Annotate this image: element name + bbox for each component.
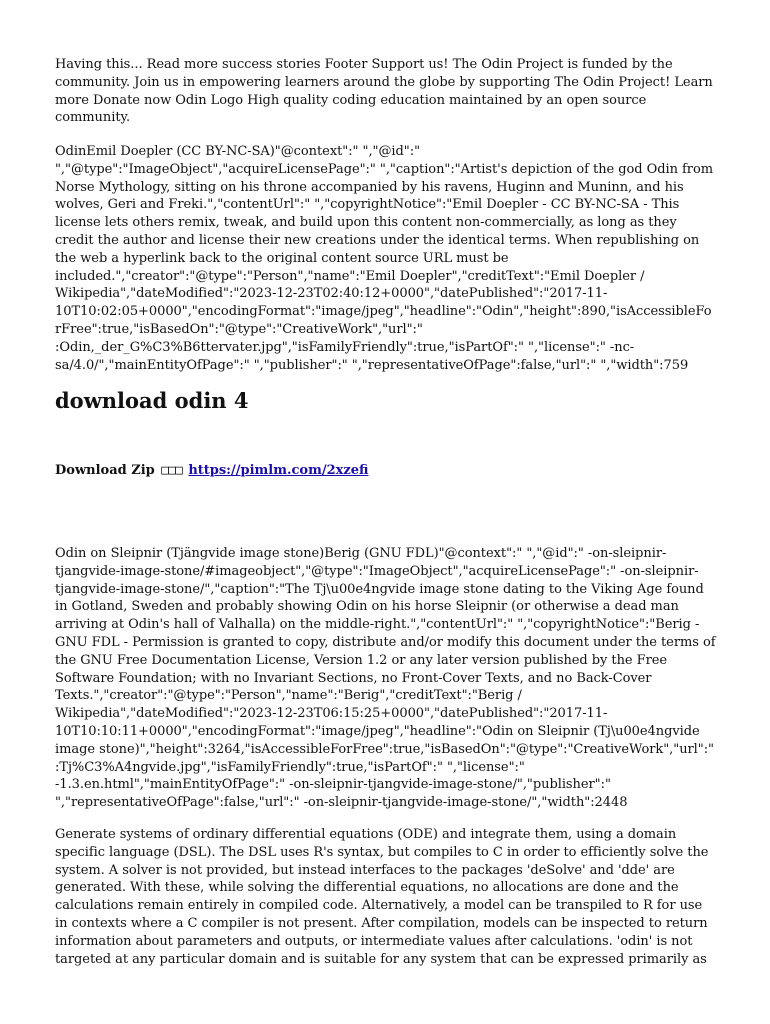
missing-glyph-icon: □□□ (161, 463, 182, 478)
odin-image-metadata-paragraph: OdinEmil Doepler (CC BY-NC-SA)"@context":" ","@id":" ","@type":"ImageObject","acquireLicensePage":" ","caption":"Artist's depiction of the god Odin from Norse Mythology, sitting on his throne accompanied by his ravens, Huginn and Muninn, and his wolves, Geri and Freki.","contentUrl":" ","copyrightNotice":"Emil Doepler - CC BY-NC-SA - This license lets others remix, tweak, and build upon this content non-commercially, as long as they credit the author and license their new creations under the identical terms. When republishing on the web a hyperlink back to the original content source URL must be included.","creator":"@type":"Person","name":"Emil Doepler","creditText":"Emil Doepler / Wikipedia","dateModified":"2023-12-23T02:40:12+0000","datePublished":"2017-11-10T10:02:05+0000","encodingFormat":"image/jpeg","headline":"Odin","height":890,"isAccessibleForFree":true,"isBasedOn":"@type":"CreativeWork","url":" :Odin,_der_G%C3%B6ttervater.jpg","isFamilyFriendly":true,"isPartOf":" ","license":" -nc-sa/4.0/","mainEntityOfPage":" ","publisher":" ","representativeOfPage":false,"url":" ","width":759 (55, 144, 714, 373)
download-label: Download Zip (55, 463, 155, 478)
download-row (55, 462, 368, 480)
odin-package-description-paragraph: Generate systems of ordinary differential equations (ODE) and integrate them, using a domain specific language (DSL). The DSL uses R's syntax, but compiles to C in order to efficiently solve the system. A solver is not provided, but instead interfaces to the packages 'deSolve' and 'dde' are generated. With these, while solving the differential equations, no allocations are done and the calculations remain entirely in compiled code. Alternatively, a model can be transpiled to R for use in contexts where a C compiler is not present. After compilation, models can be inspected to return information about parameters and outputs, or intermediate values after calculations. 'odin' is not targeted at any particular domain and is suitable for any system that can be expressed primarily as (55, 827, 709, 967)
page-heading: download odin 4 (55, 388, 249, 413)
download-link[interactable]: https://pimlm.com/2xzefi (188, 463, 369, 478)
intro-paragraph: Having this... Read more success stories Footer Support us! The Odin Project is funded by the community. Join us in empowering learners around the globe by supporting The Odin Project! Learn more Donate now Odin Logo High quality coding education maintained by an open source community. (55, 57, 713, 126)
sleipnir-image-metadata-paragraph: Odin on Sleipnir (Tjängvide image stone)Berig (GNU FDL)"@context":" ","@id":" -on-sleipnir-tjangvide-image-stone/#imageobject","@type":"ImageObject","acquireLicensePage":" -on-sleipnir-tjangvide-image-stone/","caption":"The Tj\u00e4ngvide image stone dating to the Viking Age found in Gotland, Sweden and probably showing Odin on his horse Sleipnir (or otherwise a dead man arriving at Odin's hall of Valhalla) on the middle-right.","contentUrl":" ","copyrightNotice":"Berig - GNU FDL - Permission is granted to copy, distribute and/or modify this document under the terms of the GNU Free Documentation License, Version 1.2 or any later version published by the Free Software Foundation; with no Invariant Sections, no Front-Cover Texts, and no Back-Cover Texts.","creator":"@type":"Person","name":"Berig","creditText":"Berig / Wikipedia","dateModified":"2023-12-23T06:15:25+0000","datePublished":"2017-11-10T10:10:11+0000","encodingFormat":"image/jpeg","headline":"Odin on Sleipnir (Tj\u00e4ngvide image stone)","height":3264,"isAccessibleForFree":true,"isBasedOn":"@type":"CreativeWork","url":" :Tj%C3%A4ngvide.jpg","isFamilyFriendly":true,"isPartOf":" ","license":" -1.3.en.html","mainEntityOfPage":" -on-sleipnir-tjangvide-image-stone/","publisher":" ","representativeOfPage":false,"url":" -on-sleipnir-tjangvide-image-stone/","width":2448 (55, 546, 716, 811)
